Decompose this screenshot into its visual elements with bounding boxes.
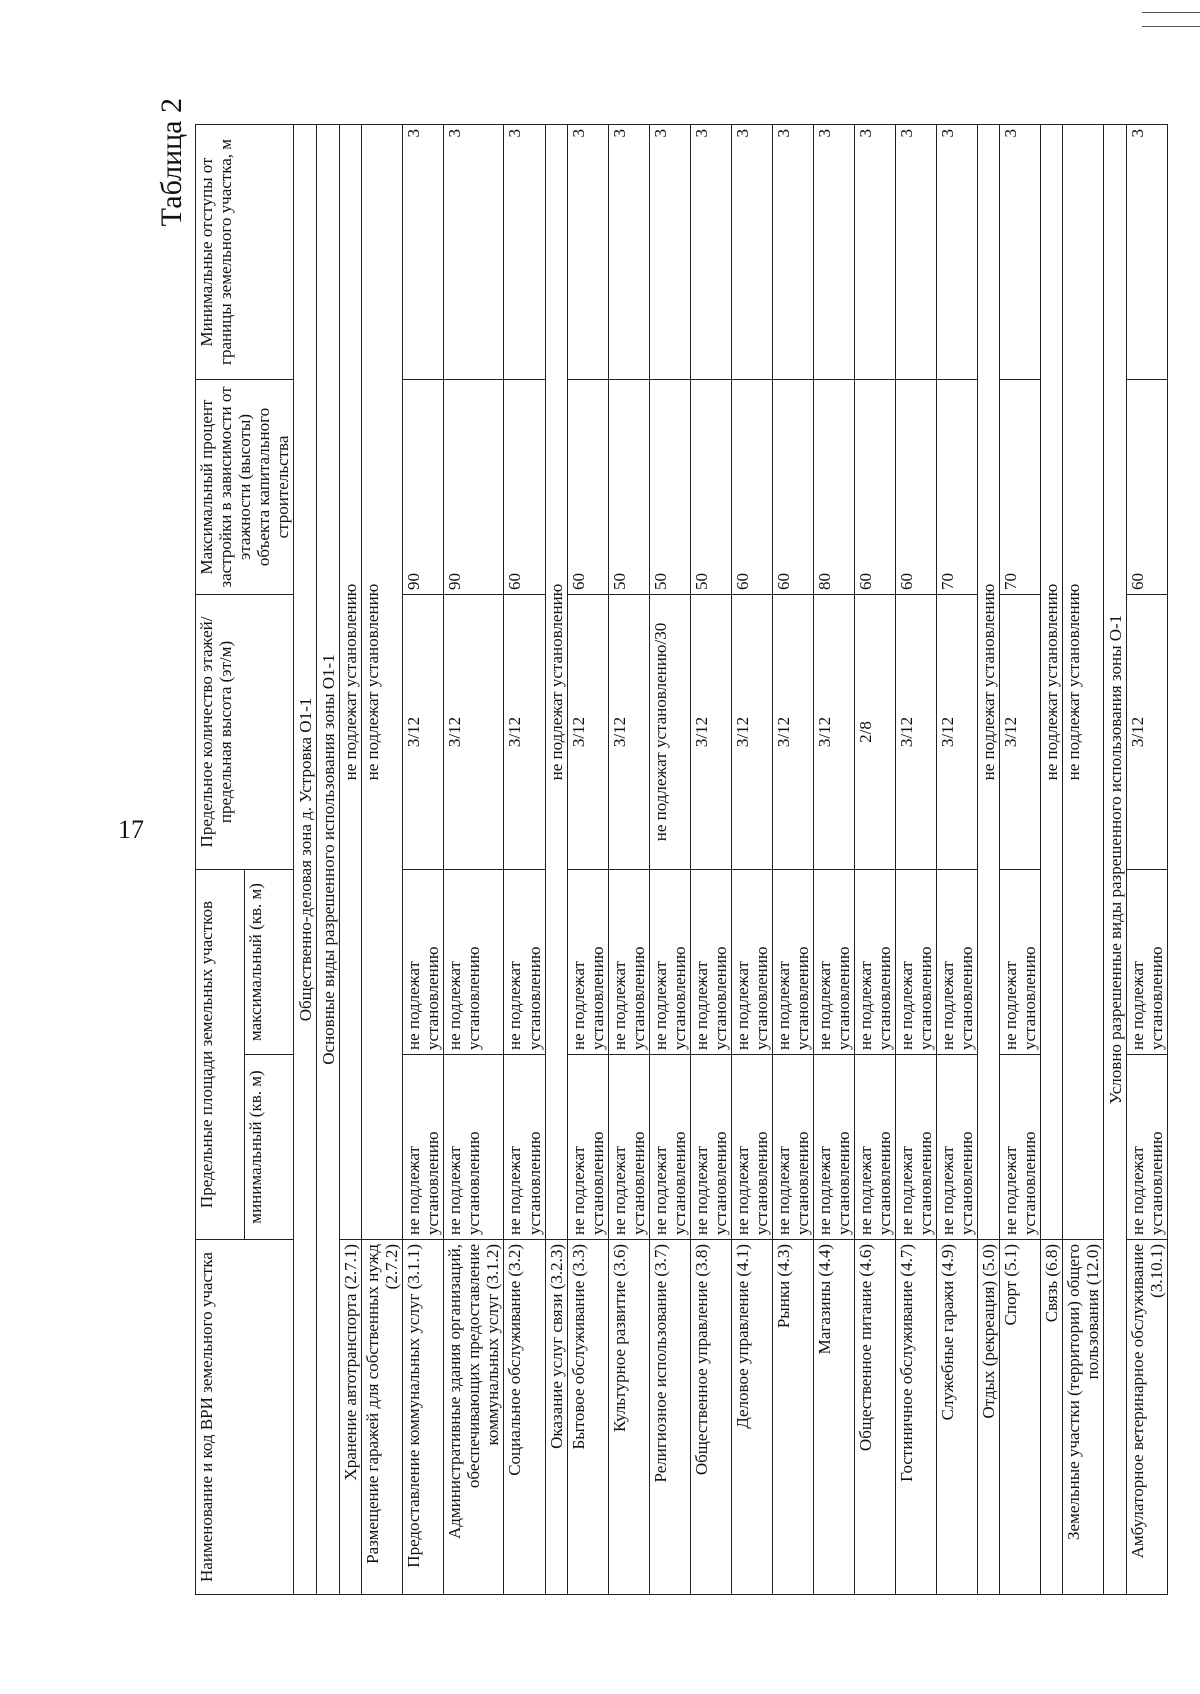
header-area-max: максимальный (кв. м) xyxy=(245,870,294,1055)
use-name-cell: Общественное управление (3.8) xyxy=(690,1240,731,1595)
area-min-cell: не подлежат установлению xyxy=(444,1055,504,1240)
coverage-cell: 50 xyxy=(608,380,649,595)
floors-cell: 3/12 xyxy=(690,595,731,870)
floors-cell: 3/12 xyxy=(608,595,649,870)
table-row xyxy=(896,125,937,1595)
floors-cell: 3/12 xyxy=(403,595,444,870)
header-area-group: Предельные площади земельных участков xyxy=(196,870,245,1240)
main-section-title: Основные виды разрешенного использования зоны О1-1 xyxy=(317,125,340,1595)
area-min-cell: не подлежат установлению xyxy=(855,1055,896,1240)
area-max-cell: не подлежат установлению xyxy=(855,870,896,1055)
use-name-cell: Административные здания организаций, обеспечивающих предоставление коммунальных услуг (3.1.2) xyxy=(444,1240,504,1595)
coverage-cell: 50 xyxy=(649,380,690,595)
use-name-cell: Социальное обслуживание (3.2) xyxy=(504,1240,545,1595)
area-min-cell: не подлежат установлению xyxy=(403,1055,444,1240)
use-name-cell: Земельные участки (территории) общего пользования (12.0) xyxy=(1063,1240,1104,1595)
table-header xyxy=(196,125,294,1595)
use-name-cell: Предоставление коммунальных услуг (3.1.1) xyxy=(403,1240,444,1595)
floors-cell: 3/12 xyxy=(896,595,937,870)
table-row xyxy=(567,125,608,1595)
use-name-cell: Спорт (5.1) xyxy=(1000,1240,1041,1595)
setback-cell: 3 xyxy=(896,125,937,380)
area-max-cell: не подлежат установлению xyxy=(813,870,854,1055)
table-row xyxy=(690,125,731,1595)
rotated-content xyxy=(155,90,1185,1640)
area-max-cell: не подлежат установлению xyxy=(772,870,813,1055)
setback-cell: 3 xyxy=(567,125,608,380)
use-name-cell: Хранение автотранспорта (2.7.1) xyxy=(340,1240,362,1595)
conditional-section-row xyxy=(1104,125,1127,1595)
table-row xyxy=(403,125,444,1595)
table-row xyxy=(649,125,690,1595)
area-min-cell: не подлежат установлению xyxy=(504,1055,545,1240)
area-min-cell: не подлежат установлению xyxy=(731,1055,772,1240)
area-max-cell: не подлежат установлению xyxy=(649,870,690,1055)
floors-cell: 3/12 xyxy=(731,595,772,870)
coverage-cell: 60 xyxy=(855,380,896,595)
use-name-cell: Бытовое обслуживание (3.3) xyxy=(567,1240,608,1595)
floors-cell: 3/12 xyxy=(504,595,545,870)
use-name-cell: Служебные гаражи (4.9) xyxy=(937,1240,978,1595)
area-min-cell: не подлежат установлению xyxy=(690,1055,731,1240)
floors-cell: 3/12 xyxy=(1127,595,1168,870)
area-min-cell: не подлежат установлению xyxy=(813,1055,854,1240)
use-name-cell: Размещение гаражей для собственных нужд (2.7.2) xyxy=(362,1240,403,1595)
header-coverage: Максимальный процент застройки в зависимости от этажности (высоты) объекта капитального строительства xyxy=(196,380,294,595)
floors-cell: 3/12 xyxy=(1000,595,1041,870)
floors-cell: 2/8 xyxy=(855,595,896,870)
table-row xyxy=(340,125,362,1595)
conditional-section-title: Условно разрешенные виды разрешенного использования зоны О-1 xyxy=(1104,125,1127,1595)
merged-value-cell: не подлежат установлению xyxy=(545,125,567,1240)
header-area-min: минимальный (кв. м) xyxy=(245,1055,294,1240)
use-name-cell: Религиозное использование (3.7) xyxy=(649,1240,690,1595)
coverage-cell: 70 xyxy=(1000,380,1041,595)
table-row xyxy=(1041,125,1063,1595)
coverage-cell: 70 xyxy=(937,380,978,595)
merged-value-cell: не подлежат установлению xyxy=(1063,125,1104,1240)
table-row xyxy=(1000,125,1041,1595)
setback-cell: 3 xyxy=(1000,125,1041,380)
use-name-cell: Гостиничное обслуживание (4.7) xyxy=(896,1240,937,1595)
table-row xyxy=(608,125,649,1595)
area-max-cell: не подлежат установлению xyxy=(403,870,444,1055)
setback-cell: 3 xyxy=(608,125,649,380)
coverage-cell: 60 xyxy=(1127,380,1168,595)
coverage-cell: 60 xyxy=(504,380,545,595)
table-row xyxy=(444,125,504,1595)
area-max-cell: не подлежат установлению xyxy=(444,870,504,1055)
page-number: 17 xyxy=(118,815,144,844)
area-max-cell: не подлежат установлению xyxy=(504,870,545,1055)
zone-title: Общественно-деловая зона д. Устровка О1-1 xyxy=(294,125,317,1595)
use-name-cell: Деловое управление (4.1) xyxy=(731,1240,772,1595)
header-setback: Минимальные отступы от границы земельного участка, м xyxy=(196,125,294,380)
setback-cell: 3 xyxy=(504,125,545,380)
floors-cell: 3/12 xyxy=(813,595,854,870)
table-row xyxy=(545,125,567,1595)
area-min-cell: не подлежат установлению xyxy=(1000,1055,1041,1240)
area-min-cell: не подлежат установлению xyxy=(649,1055,690,1240)
use-name-cell: Отдых (рекреация) (5.0) xyxy=(978,1240,1000,1595)
setback-cell: 3 xyxy=(1127,125,1168,380)
floors-cell: 3/12 xyxy=(772,595,813,870)
area-max-cell: не подлежат установлению xyxy=(731,870,772,1055)
scan-edge-line xyxy=(1142,12,1200,13)
table-body xyxy=(294,125,1168,1595)
merged-value-cell: не подлежат установлению xyxy=(340,125,362,1240)
area-max-cell: не подлежат установлению xyxy=(937,870,978,1055)
table-row xyxy=(855,125,896,1595)
setback-cell: 3 xyxy=(444,125,504,380)
setback-cell: 3 xyxy=(649,125,690,380)
table-row xyxy=(772,125,813,1595)
table-row xyxy=(731,125,772,1595)
use-name-cell: Амбулаторное ветеринарное обслуживание (3.10.1) xyxy=(1127,1240,1168,1595)
coverage-cell: 50 xyxy=(690,380,731,595)
setback-cell: 3 xyxy=(731,125,772,380)
rotated-frame xyxy=(155,90,1185,1640)
table-row xyxy=(362,125,403,1595)
table-caption: Таблица 2 xyxy=(155,98,188,227)
setback-cell: 3 xyxy=(690,125,731,380)
area-min-cell: не подлежат установлению xyxy=(608,1055,649,1240)
coverage-cell: 60 xyxy=(731,380,772,595)
floors-cell: не подлежат установлению/30 xyxy=(649,595,690,870)
use-name-cell: Магазины (4.4) xyxy=(813,1240,854,1595)
setback-cell: 3 xyxy=(813,125,854,380)
area-max-cell: не подлежат установлению xyxy=(690,870,731,1055)
floors-cell: 3/12 xyxy=(937,595,978,870)
table-row xyxy=(937,125,978,1595)
area-min-cell: не подлежат установлению xyxy=(937,1055,978,1240)
area-max-cell: не подлежат установлению xyxy=(896,870,937,1055)
zone-title-row xyxy=(294,125,317,1595)
area-min-cell: не подлежат установлению xyxy=(1127,1055,1168,1240)
coverage-cell: 60 xyxy=(772,380,813,595)
table-row xyxy=(978,125,1000,1595)
coverage-cell: 60 xyxy=(896,380,937,595)
merged-value-cell: не подлежат установлению xyxy=(362,125,403,1240)
table-row xyxy=(813,125,854,1595)
use-name-cell: Рынки (4.3) xyxy=(772,1240,813,1595)
area-max-cell: не подлежат установлению xyxy=(567,870,608,1055)
use-name-cell: Связь (6.8) xyxy=(1041,1240,1063,1595)
floors-cell: 3/12 xyxy=(567,595,608,870)
table-row xyxy=(1063,125,1104,1595)
setback-cell: 3 xyxy=(772,125,813,380)
table-row xyxy=(1127,125,1168,1595)
area-max-cell: не подлежат установлению xyxy=(1000,870,1041,1055)
merged-value-cell: не подлежат установлению xyxy=(978,125,1000,1240)
setback-cell: 3 xyxy=(855,125,896,380)
coverage-cell: 90 xyxy=(444,380,504,595)
setback-cell: 3 xyxy=(403,125,444,380)
floors-cell: 3/12 xyxy=(444,595,504,870)
area-min-cell: не подлежат установлению xyxy=(567,1055,608,1240)
use-name-cell: Общественное питание (4.6) xyxy=(855,1240,896,1595)
scan-edge-line xyxy=(1142,26,1200,27)
regulations-table xyxy=(195,124,1168,1595)
table-row xyxy=(504,125,545,1595)
coverage-cell: 90 xyxy=(403,380,444,595)
header-floors: Предельное количество этажей/предельная высота (эт/м) xyxy=(196,595,294,870)
area-max-cell: не подлежат установлению xyxy=(1127,870,1168,1055)
setback-cell: 3 xyxy=(937,125,978,380)
area-min-cell: не подлежат установлению xyxy=(772,1055,813,1240)
area-max-cell: не подлежат установлению xyxy=(608,870,649,1055)
coverage-cell: 60 xyxy=(567,380,608,595)
area-min-cell: не подлежат установлению xyxy=(896,1055,937,1240)
use-name-cell: Оказание услуг связи (3.2.3) xyxy=(545,1240,567,1595)
use-name-cell: Культурное развитие (3.6) xyxy=(608,1240,649,1595)
header-name: Наименование и код ВРИ земельного участка xyxy=(196,1240,294,1595)
main-section-row xyxy=(317,125,340,1595)
coverage-cell: 80 xyxy=(813,380,854,595)
merged-value-cell: не подлежат установлению xyxy=(1041,125,1063,1240)
